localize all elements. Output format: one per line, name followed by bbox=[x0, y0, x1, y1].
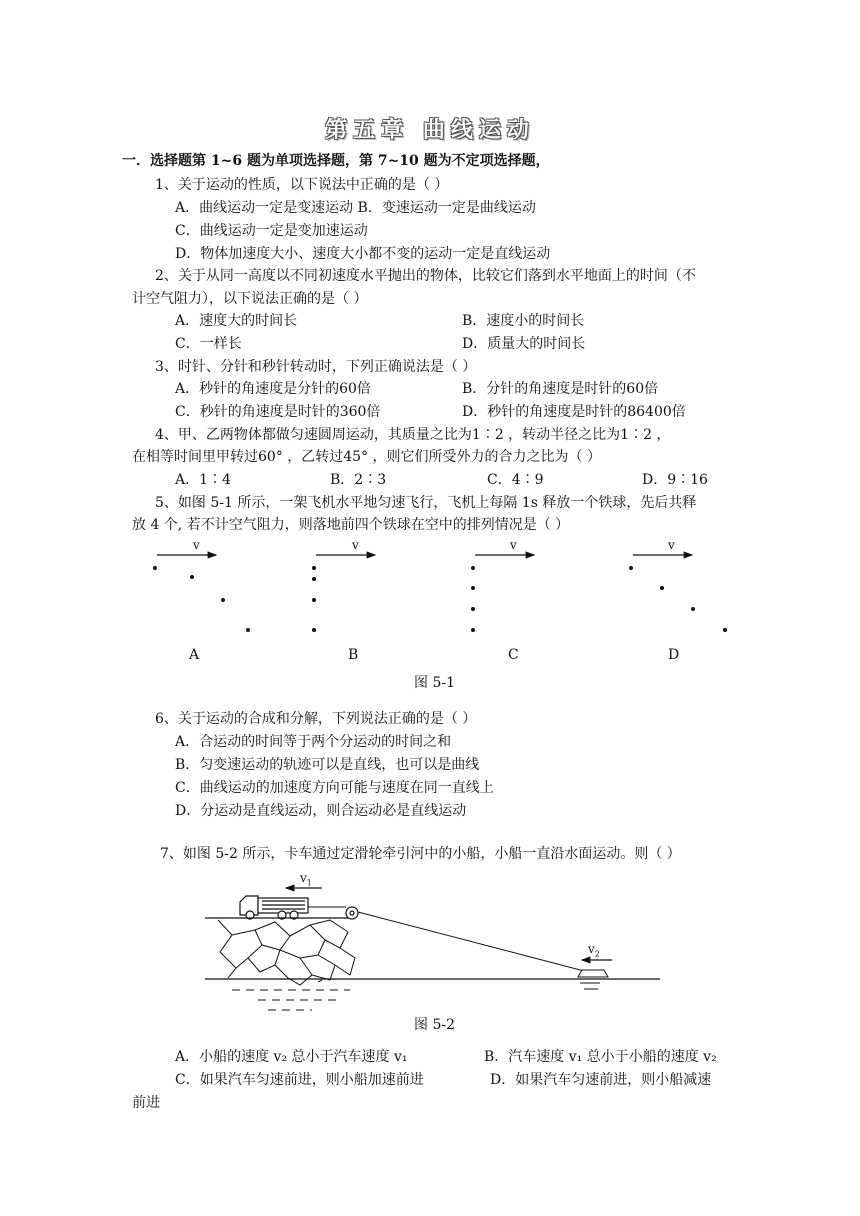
q3-option-b: B．分针的角速度是时针的60倍 bbox=[462, 381, 659, 397]
q7-option-d-cont: 前进 bbox=[132, 1095, 160, 1111]
q2-stem-line2: 计空气阻力），以下说法正确的是（ ） bbox=[132, 291, 368, 307]
q3-option-c: C．秒针的角速度是时针的360倍 bbox=[175, 404, 381, 420]
q7-option-b: B．汽车速度 v₁ 总小于小船的速度 v₂ bbox=[484, 1049, 717, 1065]
q5-stem-line2: 放 4 个, 若不计空气阻力，则落地前四个铁球在空中的排列情况是（ ） bbox=[132, 517, 570, 533]
q1-stem: 1、关于运动的性质，以下说法中正确的是（ ） bbox=[155, 177, 449, 193]
truck-icon bbox=[240, 896, 308, 919]
q7-option-d: D．如果汽车匀速前进，则小船减速 bbox=[490, 1072, 712, 1088]
q7-option-c: C．如果汽车匀速前进，则小船加速前进 bbox=[175, 1072, 424, 1088]
page-title: 第五章 曲线运动 bbox=[325, 117, 535, 143]
panel-label-d: D bbox=[668, 647, 680, 663]
v2-label: $v_2$ bbox=[588, 942, 600, 959]
q1-option-c: C．曲线运动一定是变加速运动 bbox=[175, 223, 368, 239]
q2-option-d: D．质量大的时间长 bbox=[462, 336, 586, 352]
water-dashes bbox=[232, 990, 350, 1010]
panel-label-b: B bbox=[348, 647, 359, 663]
q6-option-a: A．合运动的时间等于两个分运动的时间之和 bbox=[175, 734, 452, 750]
q2-option-a: A．速度大的时间长 bbox=[175, 313, 298, 329]
velocity-label-d: v bbox=[668, 538, 675, 552]
q4-option-b: B．2∶3 bbox=[330, 472, 387, 488]
q1-option-ab: A．曲线运动一定是变速运动 B．变速运动一定是曲线运动 bbox=[175, 200, 536, 216]
q6-option-c: C．曲线运动的加速度方向可能与速度在同一直线上 bbox=[175, 780, 494, 796]
cliff-rocks bbox=[218, 920, 355, 985]
q6-option-b: B．匀变速运动的轨迹可以是直线，也可以是曲线 bbox=[175, 757, 480, 773]
q4-option-c: C．4∶9 bbox=[487, 472, 544, 488]
panel-label-a: A bbox=[189, 647, 200, 663]
figure-5-2-caption: 图 5-2 bbox=[414, 1017, 455, 1033]
q7-option-a: A．小船的速度 v₂ 总小于汽车速度 v₁ bbox=[175, 1049, 408, 1065]
q4-stem-line1: 4、甲、乙两物体都做匀速圆周运动，其质量之比为1∶2 ，转动半径之比为1∶2 ， bbox=[155, 427, 671, 443]
pulley-icon bbox=[346, 907, 358, 919]
q4-option-a: A．1∶4 bbox=[175, 472, 231, 488]
q3-option-a: A．秒针的角速度是分针的60倍 bbox=[175, 381, 371, 397]
velocity-label-a: v bbox=[193, 538, 200, 552]
v1-label: $v_1$ bbox=[300, 871, 312, 888]
panel-label-c: C bbox=[508, 647, 519, 663]
q4-option-d: D．9∶16 bbox=[642, 472, 708, 488]
section-heading: 一．选择题第 1~6 题为单项选择题，第 7~10 题为不定项选择题， bbox=[122, 153, 550, 169]
q3-option-d: D．秒针的角速度是时针的86400倍 bbox=[462, 404, 686, 420]
q5-stem-line1: 5、如图 5-1 所示，一架飞机水平地匀速飞行，飞机上每隔 1s 释放一个铁球，先后共释 bbox=[155, 495, 697, 511]
q2-option-c: C．一样长 bbox=[175, 336, 242, 352]
q2-stem-line1: 2、关于从同一高度以不同初速度水平抛出的物体，比较它们落到水平地面上的时间（不 bbox=[155, 268, 696, 284]
q6-option-d: D．分运动是直线运动，则合运动必是直线运动 bbox=[175, 803, 467, 819]
velocity-label-b: v bbox=[352, 538, 359, 552]
figure-5-1-caption: 图 5-1 bbox=[414, 675, 455, 691]
q2-option-b: B．速度小的时间长 bbox=[462, 313, 585, 329]
q7-stem: 7、如图 5-2 所示，卡车通过定滑轮牵引河中的小船，小船一直沿水面运动。则（ ） bbox=[160, 846, 681, 862]
q4-stem-line2: 在相等时间里甲转过60° ，乙转过45° ，则它们所受外力的合力之比为（ ） bbox=[132, 449, 601, 465]
q1-option-d: D．物体加速度大小、速度大小都不变的运动一定是直线运动 bbox=[175, 246, 551, 262]
q3-stem: 3、时针、分针和秒针转动时，下列正确说法是（ ） bbox=[155, 359, 477, 375]
velocity-label-c: v bbox=[510, 538, 517, 552]
rope-boat bbox=[358, 912, 588, 972]
q6-stem: 6、关于运动的合成和分解，下列说法正确的是（ ） bbox=[155, 711, 477, 727]
